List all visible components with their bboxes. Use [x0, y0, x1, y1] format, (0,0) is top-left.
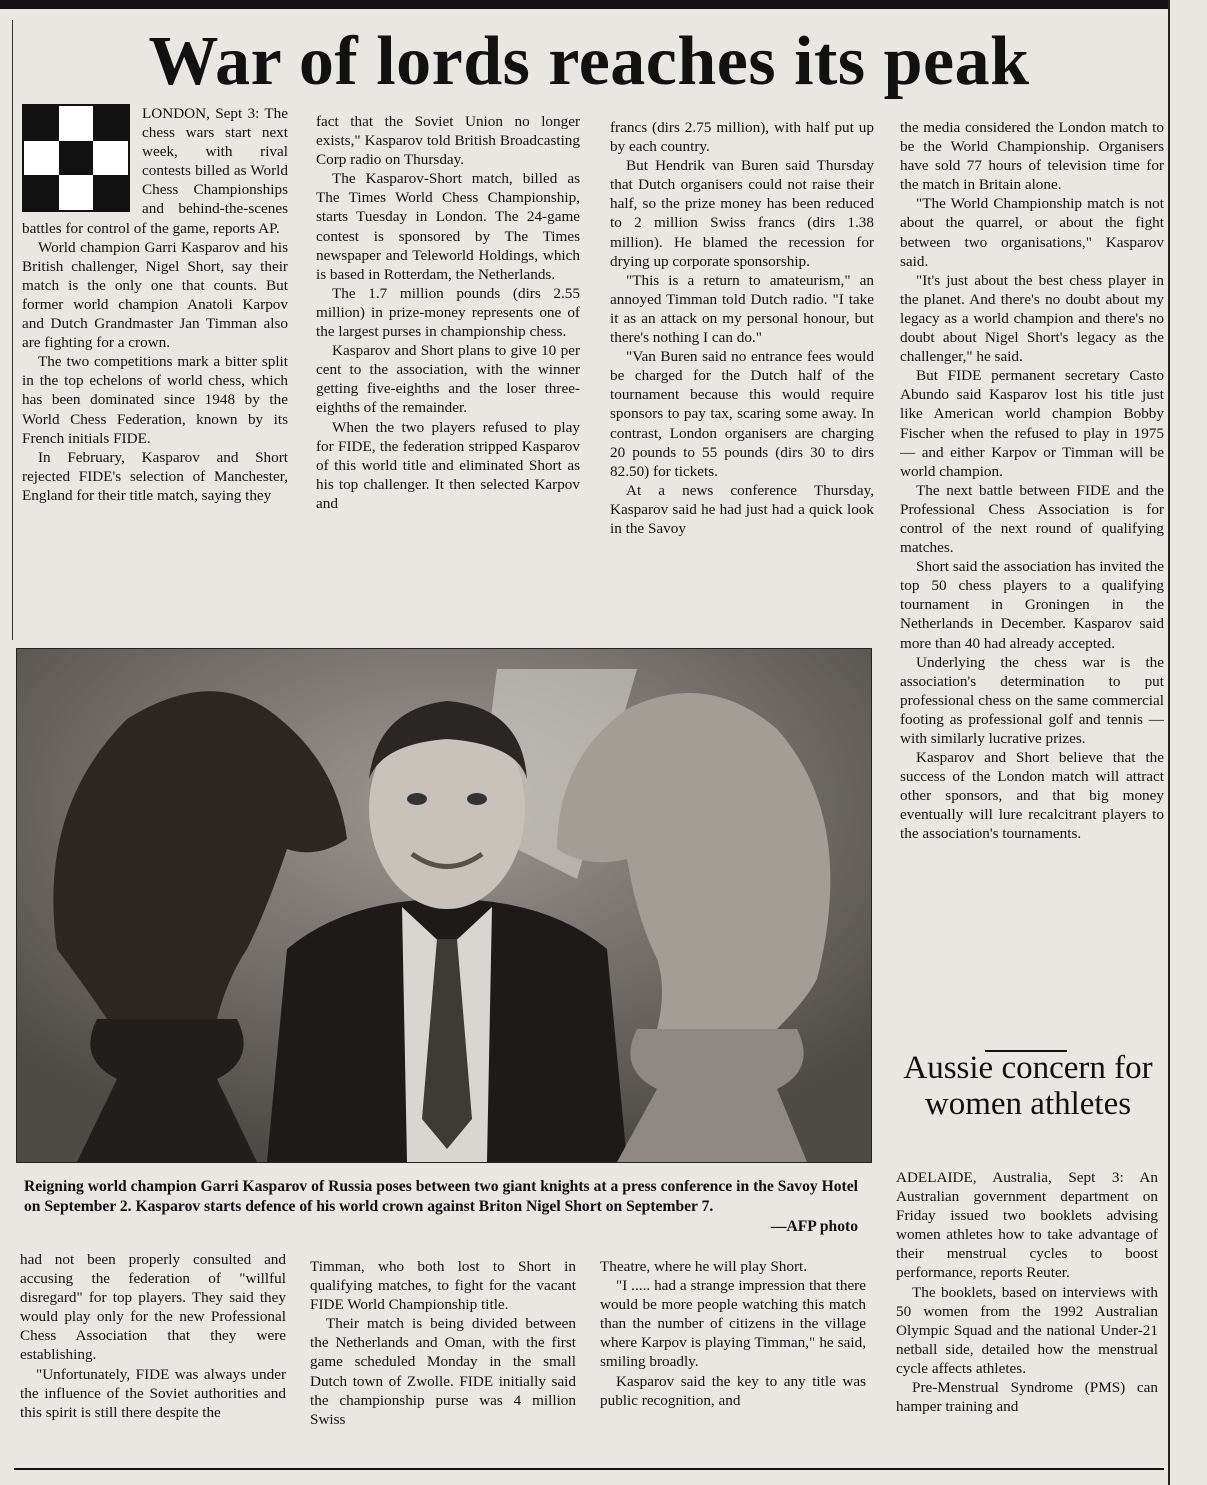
paragraph: Theatre, where he will play Short.: [600, 1258, 808, 1275]
paragraph: Timman, who both lost to Short in qualifying matches, to fight for the vacant FIDE World Championship title.: [310, 1258, 576, 1314]
headline: War of lords reaches its peak: [148, 23, 1030, 100]
photo-credit: —AFP photo: [770, 1218, 858, 1235]
sidebar-headline: Aussie concern for women athletes: [903, 1050, 1153, 1122]
paragraph: World champion Garri Kasparov and his British challenger, Nigel Short, say their match is the only one that counts. But former world champion Anatoli Karpov and Dutch Grandmaster Jan Timman also are fighting for a crown.: [22, 238, 288, 352]
paragraph: Kasparov said the key to any title was public recognition, and: [600, 1372, 866, 1409]
paragraph: The 1.7 million pounds (dirs 2.55 million) in prize-money represents one of the largest purses in championship chess.: [316, 284, 580, 341]
paragraph: Pre-Menstrual Syndrome (PMS) can hamper training and: [896, 1379, 1158, 1416]
paragraph: The Kasparov-Short match, billed as The Times World Chess Championship, starts Tuesday in London. The 24-game contest is sponsored by The Times newspaper and Teleworld Holdings, which is based in Rotterdam, the Netherlands.: [316, 170, 580, 283]
paragraph: had not been properly consulted and accusing the federation of "willful disregard" for top players. They said they would play only for the new Professional Chess Association that they were establishing.: [20, 1251, 286, 1364]
paragraph: Short said the association has invited the top 50 chess players to a qualifying tournament in Groningen in the Netherlands in December. Kasparov said more than 40 had already accepted.: [900, 558, 1164, 652]
article-column-7: [600, 1257, 866, 1462]
paragraph: Their match is being divided between the Netherlands and Oman, with the first game scheduled Monday in the small Dutch town of Zwolle. FIDE initially said the championship purse was 4 million Swiss: [310, 1315, 576, 1428]
left-column-rule: [12, 20, 13, 640]
paragraph: In February, Kasparov and Short rejected FIDE's selection of Manchester, England for their title match, saying they: [22, 448, 288, 504]
photo-illustration: [17, 649, 871, 1162]
paragraph: The two competitions mark a bitter split in the top echelons of world chess, which has been dominated since 1948 by the World Chess Federation, known by its French initials FIDE.: [22, 353, 288, 447]
paragraph: At a news conference Thursday, Kasparov said he had just had a quick look in the Savoy: [610, 481, 874, 537]
article-column-2: [316, 112, 580, 632]
paragraph: "Unfortunately, FIDE was always under the influence of the Soviet authorities and this spirit is still there despite the: [20, 1365, 286, 1421]
paragraph: fact that the Soviet Union no longer exists," Kasparov told British Broadcasting Corp radio on Thursday.: [316, 113, 580, 169]
article-column-1: [22, 104, 288, 632]
bottom-rule: [14, 1468, 1164, 1470]
checkerboard-icon: [22, 104, 130, 212]
paragraph: "It's just about the best chess player in the planet. And there's no doubt about my legacy as a world champion and there's no doubt about Nigel Short's legacy as the challenger," he said.: [900, 271, 1164, 366]
article-column-3: [610, 118, 874, 638]
paragraph: "I ..... had a strange impression that there would be more people watching this match than the number of citizens in the village where Karpov is playing Timman," he said, smiling broadly.: [600, 1277, 866, 1371]
caption-text: Reigning world champion Garri Kasparov of Russia poses between two giant knights at a press conference in the Savoy Hotel on September 2. Kasparov starts defence of his world crown against Briton Nigel Short on September 7.: [24, 1178, 858, 1215]
paragraph: LONDON, Sept 3: The chess wars start next week, with rival contests billed as World Chess Championships and behind-the-scenes battles for control of the game, reports AP.: [22, 105, 288, 237]
chess-logo: [22, 104, 134, 216]
paragraph: Kasparov and Short plans to give 10 per cent to the association, with the winner getting five-eighths and the loser three-eighths of the remainder.: [316, 342, 580, 417]
paragraph: "The World Championship match is not about the quarrel, or about the fight between two organisations," Kasparov said.: [900, 195, 1164, 270]
paragraph: The next battle between FIDE and the Professional Chess Association is for control of the next round of qualifying matches.: [900, 481, 1164, 557]
article-column-5: [20, 1250, 286, 1462]
top-rule: [0, 0, 1170, 9]
paragraph: francs (dirs 2.75 million), with half put up by each country.: [610, 119, 874, 156]
paragraph: "This is a return to amateurism," an annoyed Timman told Dutch radio. "I take it as an attack on my personal honour, but there's nothing I can do.": [610, 271, 874, 347]
paragraph: the media considered the London match to be the World Championship. Organisers have sold 77 hours of television time for the match in Britain alone.: [900, 119, 1164, 194]
photo-caption: [24, 1177, 858, 1237]
paragraph: The booklets, based on interviews with 50 women from the 1992 Australian Olympic Squad and the national Under-21 netball side, detailed how the menstrual cycle affects athletes.: [896, 1283, 1158, 1377]
paragraph: But Hendrik van Buren said Thursday that Dutch organisers could not raise their half, so the prize money has been reduced to 2 million Swiss francs (dirs 1.38 million). He blamed the recession for drying up corporate sponsorship.: [610, 157, 874, 270]
paragraph: ADELAIDE, Australia, Sept 3: An Australian government department on Friday issued two booklets advising women athletes how to take advantage of their menstrual cycles to boost performance, reports Reuter.: [896, 1169, 1158, 1282]
paragraph: When the two players refused to play for FIDE, the federation stripped Kasparov of this world title and eliminated Short as his top challenger. It then selected Karpov and: [316, 418, 580, 512]
article-column-6: [310, 1257, 576, 1462]
cut-off-headline: [14, 1471, 894, 1485]
paragraph: "Van Buren said no entrance fees would be charged for the Dutch half of the tournament because this would require sponsors to pay tax, scaring some away. In contrast, London organisers are charging 20 pounds to 55 pounds (dirs 30 to dirs 82.50) for tickets.: [610, 348, 874, 480]
news-photo: [16, 648, 872, 1163]
paragraph: But FIDE permanent secretary Casto Abundo said Kasparov lost his title just like American world champion Bobby Fischer when the refused to play in 1975 — and either Karpov or Timman will be world champion.: [900, 367, 1164, 480]
paragraph: Kasparov and Short believe that the success of the London match will attract other sponsors, and that big money eventually will lure recalcitrant players to the association's tournaments.: [900, 749, 1164, 843]
sidebar-article: [896, 1168, 1158, 1464]
right-column-rule: [1168, 0, 1170, 1485]
article-column-4: [900, 118, 1164, 1048]
paragraph: Underlying the chess war is the association's determination to put professional chess on the same commercial footing as professional golf and tennis — with similarly lucrative prizes.: [900, 653, 1164, 747]
